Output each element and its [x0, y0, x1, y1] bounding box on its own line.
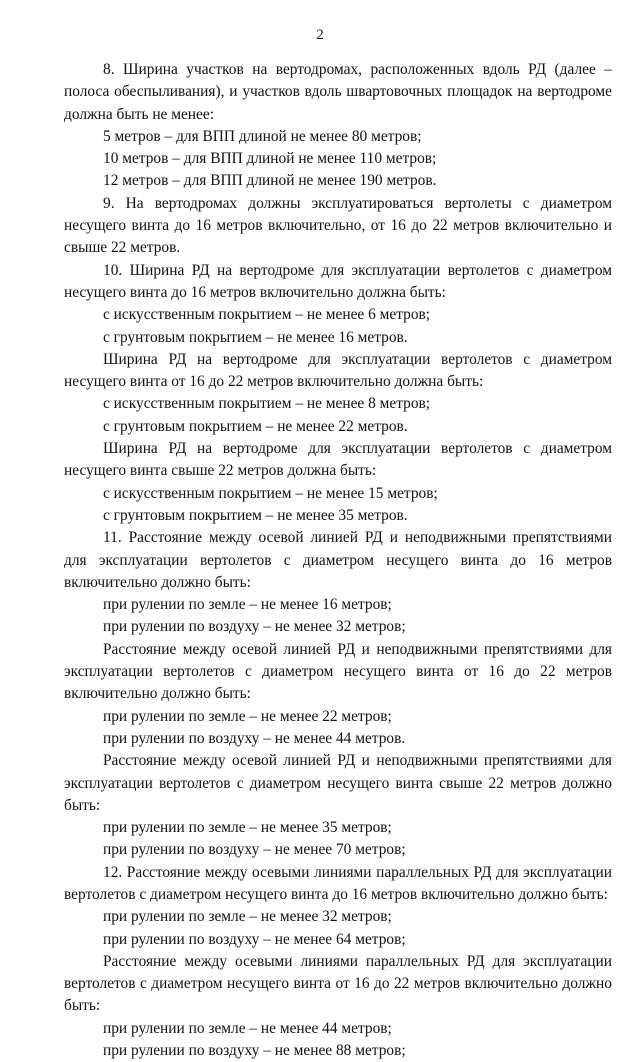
list-item: при рулении по земле – не менее 22 метров;	[103, 707, 392, 725]
list-item: с искусственным покрытием – не менее 8 метров;	[103, 395, 431, 413]
paragraph: 9. На вертодромах должны эксплуатироваться вертолеты с диаметром несущего винта до 16 метров включительно, от 16 до 22 метров включительно и свыше 22 метров.	[64, 194, 612, 257]
document-body	[64, 59, 612, 1062]
list-item: при рулении по воздуху – не менее 64 метров;	[103, 930, 406, 948]
paragraph: 10. Ширина РД на вертодроме для эксплуатации вертолетов с диаметром несущего винта до 16 метров включительно должна быть:	[64, 261, 612, 301]
list-item: при рулении по воздуху – не менее 88 метров;	[103, 1042, 406, 1060]
list-item: при рулении по воздуху – не менее 44 метров.	[103, 729, 406, 747]
list-item: с искусственным покрытием – не менее 15 метров;	[103, 484, 438, 502]
list-item: при рулении по земле – не менее 35 метров;	[103, 819, 392, 837]
paragraph: Ширина РД на вертодроме для эксплуатации вертолетов с диаметром несущего винта от 16 до 22 метров включительно должна быть:	[64, 350, 612, 391]
list-item: при рулении по воздуху – не менее 32 метров;	[103, 618, 406, 636]
list-item: при рулении по земле – не менее 44 метров;	[103, 1019, 392, 1037]
list-item: с грунтовым покрытием – не менее 22 метров.	[103, 417, 408, 435]
list-item: при рулении по земле – не менее 32 метров;	[103, 908, 392, 926]
list-item: с искусственным покрытием – не менее 6 метров;	[103, 306, 431, 324]
paragraph: 11. Расстояние между осевой линией РД и неподвижными препятствиями для эксплуатации вертолетов с диаметром несущего винта до 16 метров включительно должно быть:	[64, 529, 612, 591]
list-item: 10 метров – для ВПП длиной не менее 110 метров;	[103, 150, 437, 168]
paragraph: Расстояние между осевой линией РД и неподвижными препятствиями для эксплуатации вертолетов с диаметром несущего винта от 16 до 22 метров включительно должно быть:	[64, 640, 612, 703]
paragraph: 8. Ширина участков на вертодромах, расположенных вдоль РД (далее – полоса обеспыливания), и участков вдоль швартовочных площадок на вертодроме должна быть не менее:	[64, 61, 612, 123]
list-item: при рулении по земле – не менее 16 метров;	[103, 596, 392, 614]
list-item: 12 метров – для ВПП длиной не менее 190 метров.	[103, 172, 437, 190]
paragraph: 12. Расстояние между осевыми линиями параллельных РД для эксплуатации вертолетов с диаметром несущего винта до 16 метров включительно должно быть:	[64, 863, 612, 903]
list-item: с грунтовым покрытием – не менее 16 метров.	[103, 328, 408, 346]
list-item: при рулении по воздуху – не менее 70 метров;	[103, 841, 406, 859]
list-item: с грунтовым покрытием – не менее 35 метров.	[103, 506, 408, 524]
paragraph: Ширина РД на вертодроме для эксплуатации вертолетов с диаметром несущего винта свыше 22 метров должна быть:	[64, 440, 612, 480]
paragraph: Расстояние между осевыми линиями параллельных РД для эксплуатации вертолетов с диаметром несущего винта от 16 до 22 метров включительно должно быть:	[64, 952, 612, 1015]
page-number: 2	[316, 27, 324, 43]
paragraph: Расстояние между осевой линией РД и неподвижными препятствиями для эксплуатации вертолетов с диаметром несущего винта свыше 22 метров должно быть:	[64, 752, 612, 814]
list-item: 5 метров – для ВПП длиной не менее 80 метров;	[103, 127, 422, 145]
